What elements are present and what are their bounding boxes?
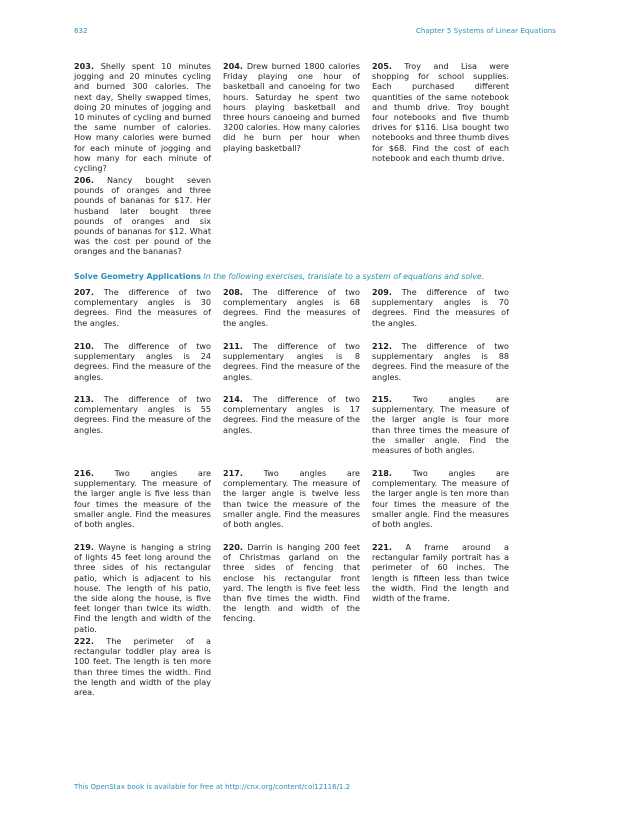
problem-218 (372, 468, 509, 529)
section-instruction: In the following exercises, translate to a system of equations and solve. (203, 272, 485, 281)
problem-text: Two angles are complementary. The measure of the larger angle is twelve less than twice the measure of the smaller angle. Find the measures of both angles. (223, 468, 360, 530)
problem-208 (223, 287, 360, 328)
problem-number: 204. (223, 61, 243, 71)
problem-number: 208. (223, 287, 243, 297)
problem-number: 207. (74, 287, 94, 297)
problem-207 (74, 287, 211, 328)
problem-text: The difference of two supplementary angles is 88 degrees. Find the measure of the angles. (372, 341, 509, 382)
problem-number: 215. (372, 394, 392, 404)
footer-text: This OpenStax book is available for free at http://cnx.org/content/col12116/1.2 (74, 783, 351, 791)
problem-213 (74, 394, 211, 435)
problem-text: Troy and Lisa were shopping for school supplies. Each purchased different quantities of the same notebook and thumb drive. Troy bought four notebooks and five thumb drives for $116. Lisa bought two notebooks and three thumb dives for $68. Find the cost of each notebook and each thumb drive. (372, 61, 509, 163)
problem-211 (223, 341, 360, 382)
problem-220 (223, 542, 360, 624)
problem-text: A frame around a rectangular family portrait has a perimeter of 60 inches. The length is fifteen less than twice the width. Find the length and width of the frame. (372, 542, 509, 604)
problem-number: 221. (372, 542, 392, 552)
problem-number: 213. (74, 394, 94, 404)
problem-216 (74, 468, 211, 529)
problem-214 (223, 394, 360, 435)
problem-text: The perimeter of a rectangular toddler play area is 100 feet. The length is ten more than three times the width. Find the length and width of the play area. (74, 636, 211, 698)
problem-text: Drew burned 1800 calories Friday playing one hour of basketball and canoeing for two hours. Saturday he spent two hours playing basketball and three hours canoeing and burned 3200 calories. How many calories did he burn per hour when playing basketball? (223, 61, 360, 153)
problem-text: Two angles are complementary. The measure of the larger angle is ten more than four times the measure of the smaller angle. Find the measures of both angles. (372, 468, 509, 530)
problem-number: 206. (74, 175, 94, 185)
chapter-title: Chapter 5 Systems of Linear Equations (415, 27, 556, 35)
problem-217 (223, 468, 360, 529)
problem-204 (223, 61, 360, 153)
problem-number: 216. (74, 468, 94, 478)
problem-number: 222. (74, 636, 94, 646)
problem-text: Two angles are supplementary. The measure of the larger angle is four more than three times the measure of the smaller angle. Find the measures of both angles. (372, 394, 509, 456)
problem-number: 220. (223, 542, 243, 552)
page-number: 632 (74, 27, 88, 35)
problem-number: 205. (372, 61, 392, 71)
problem-text: The difference of two supplementary angles is 8 degrees. Find the measure of the angles. (223, 341, 360, 382)
problem-text: The difference of two complementary angles is 30 degrees. Find the measures of the angles. (74, 287, 211, 328)
problem-206 (74, 175, 211, 257)
problem-209 (372, 287, 509, 328)
problem-text: The difference of two complementary angles is 55 degrees. Find the measure of the angles. (74, 394, 211, 435)
problem-number: 217. (223, 468, 243, 478)
problem-222 (74, 636, 211, 697)
problem-212 (372, 341, 509, 382)
problem-text: The difference of two supplementary angles is 24 degrees. Find the measure of the angles. (74, 341, 211, 382)
section-heading (74, 272, 564, 282)
problem-221 (372, 542, 509, 603)
problem-number: 212. (372, 341, 392, 351)
problem-text: Darrin is hanging 200 feet of Christmas garland on the three sides of fencing that enclose his rectangular front yard. The length is five feet less than five times the width. Find the length and width of the fencing. (223, 542, 360, 624)
problem-number: 214. (223, 394, 243, 404)
problem-text: Nancy bought seven pounds of oranges and three pounds of bananas for $17. Her husband later bought three pounds of oranges and six pounds of bananas for $12. What was the cost per pound of the oranges and the bananas? (74, 175, 211, 257)
problem-number: 218. (372, 468, 392, 478)
problem-text: Two angles are supplementary. The measure of the larger angle is five less than four times the measure of the smaller angle. Find the measures of both angles. (74, 468, 211, 530)
problem-210 (74, 341, 211, 382)
problem-219 (74, 542, 211, 634)
problem-205 (372, 61, 509, 163)
problem-number: 211. (223, 341, 243, 351)
problem-number: 203. (74, 61, 94, 71)
problem-text: Shelly spent 10 minutes jogging and 20 minutes cycling and burned 300 calories. The next day, Shelly swapped times, doing 20 minutes of jogging and 10 minutes of cycling and burned the same number of calories. How many calories were burned for each minute of jogging and how many for each minute of cycling? (74, 61, 212, 174)
problem-number: 209. (372, 287, 392, 297)
problem-number: 219. (74, 542, 94, 552)
problem-215 (372, 394, 509, 455)
section-title: Solve Geometry Applications (74, 272, 201, 281)
problem-number: 210. (74, 341, 94, 351)
problem-text: The difference of two complementary angles is 68 degrees. Find the measures of the angles. (223, 287, 360, 328)
problem-text: The difference of two complementary angles is 17 degrees. Find the measure of the angles. (223, 394, 360, 435)
problem-203 (74, 61, 211, 173)
problem-text: Wayne is hanging a string of lights 45 feet long around the three sides of his rectangular patio, which is adjacent to his house. The length of his patio, the side along the house, is five feet longer than twice its width. Find the length and width of the patio. (74, 542, 212, 634)
problem-text: The difference of two supplementary angles is 70 degrees. Find the measures of the angles. (372, 287, 509, 328)
